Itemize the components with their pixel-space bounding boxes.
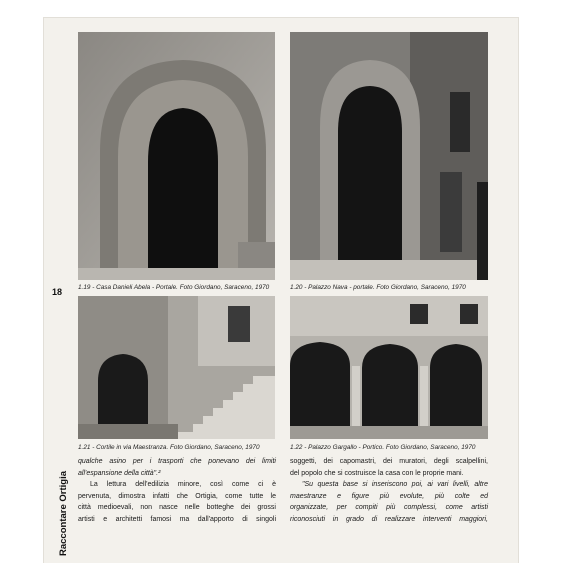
text-line: all'espansione della città".² xyxy=(78,469,161,477)
text-line: città medioevali, non nasce nelle botteghe dei grossi xyxy=(78,504,276,511)
text-line: qualche asino per i trasporti che ponevano dei limiti xyxy=(78,458,276,465)
photo-palazzo-nava xyxy=(290,32,488,280)
text-line: La lettura dell'edilizia minore, così come ci è xyxy=(90,481,276,488)
photo-palazzo-gargallo xyxy=(290,296,488,439)
caption-1-19: 1.19 - Casa Danieli Abela - Portale. Foto Giordano, Saraceno, 1970 xyxy=(78,284,270,291)
book-page xyxy=(44,18,518,563)
caption-1-20: 1.20 - Palazzo Nava - portale. Foto Giordano, Saraceno, 1970 xyxy=(290,284,466,291)
portal-facade-image xyxy=(290,32,488,280)
page-number: 18 xyxy=(52,287,63,297)
portico-arcade-image xyxy=(290,296,488,439)
text-line: artisti e architetti famosi ma dall'apporto di singoli xyxy=(78,515,276,523)
portal-arch-image xyxy=(78,32,275,280)
text-line: organizzate, per compiti più complessi, come artisti xyxy=(290,504,488,511)
photo-cortile-via-maestranza xyxy=(78,296,275,439)
caption-1-21: 1.21 - Cortile in via Maestranza. Foto Giordano, Saraceno, 1970 xyxy=(78,444,260,451)
text-line: pervenuta, dimostra infatti che Ortigia, come tutte le xyxy=(78,492,276,500)
body-text-right xyxy=(290,456,488,525)
body-text-left xyxy=(78,456,276,525)
text-line: maestranze e figure più evolute, più colte ed xyxy=(290,492,488,500)
caption-1-22: 1.22 - Palazzo Gargallo - Portico. Foto Giordano, Saraceno, 1970 xyxy=(290,444,476,451)
text-line: riconosciuti in grado di realizzare interventi maggiori, xyxy=(290,515,488,523)
text-line: "Su questa base si inseriscono poi, ai vari livelli, altre xyxy=(302,481,488,488)
text-line: soggetti, dei capomastri, dei muratori, degli scalpellini, xyxy=(290,458,488,465)
photo-casa-danieli-abela xyxy=(78,32,275,280)
section-title-vertical: Raccontare Ortigia xyxy=(58,471,69,556)
text-line: del popolo che si costruisce la casa con le proprie mani. xyxy=(290,469,464,477)
courtyard-stairs-image xyxy=(78,296,275,439)
